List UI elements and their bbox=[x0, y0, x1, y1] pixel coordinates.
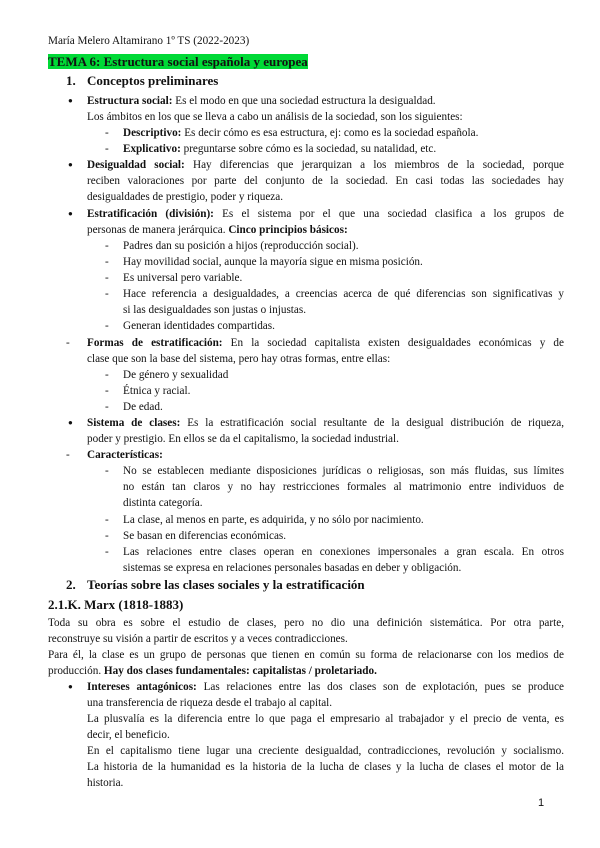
dash-icon: - bbox=[105, 530, 109, 542]
bullet-icon: ● bbox=[68, 418, 73, 427]
principio-item: Hace referencia a desigualdades, a creencias acerca de qué diferencias son significativas y bbox=[123, 288, 564, 300]
principio-item: Generan identidades compartidas. bbox=[123, 320, 275, 332]
marx-p1-l2: reconstruye su visión a partir de escritos y a veces contradicciones. bbox=[48, 633, 348, 645]
dash-icon: - bbox=[105, 401, 109, 413]
clases-l1: Sistema de clases: Es la estratificación social resultante de la desigual distribución de riqueza, bbox=[87, 417, 564, 429]
principio-item: Es universal pero variable. bbox=[123, 272, 243, 284]
estructura-line: Estructura social: Es el modo en que una sociedad estructura la desigualdad. bbox=[87, 95, 436, 107]
forma-item: De género y sexualidad bbox=[123, 369, 229, 381]
tema-title: TEMA 6: Estructura social española y europea bbox=[48, 54, 308, 69]
section1-number: 1. bbox=[66, 73, 76, 88]
caract-item: No se establecen mediante disposiciones jurídicas o religiosas, son más fluidas, sus límites bbox=[123, 465, 564, 477]
dash-icon: - bbox=[105, 369, 109, 381]
intereses-l5: En el capitalismo tiene lugar una creciente desigualdad, contradicciones, revolución y socialismo. bbox=[87, 745, 564, 757]
bullet-icon: ● bbox=[68, 682, 73, 691]
page-number: 1 bbox=[538, 797, 545, 809]
dash-icon: - bbox=[105, 465, 109, 477]
forma-item: Étnica y racial. bbox=[123, 385, 191, 397]
bullet-icon: ● bbox=[68, 209, 73, 218]
dash-icon: - bbox=[105, 240, 109, 252]
principio-item-cont: si las desigualdades son justas o injustas. bbox=[123, 304, 307, 316]
explicativo-line: Explicativo: preguntarse sobre cómo es la sociedad, su natalidad, etc. bbox=[123, 143, 437, 155]
bullet-icon: ● bbox=[68, 160, 73, 169]
caract-item: Las relaciones entre clases operan en conexiones impersonales a gran escala. En otros bbox=[123, 546, 564, 558]
intereses-l3: La plusvalía es la diferencia entre lo que paga el empresario al trabajador y el precio de venta, es bbox=[87, 713, 564, 725]
dash-icon: - bbox=[105, 127, 109, 139]
estratificacion-l2: personas de manera jerárquica. Cinco principios básicos: bbox=[87, 224, 348, 236]
formas-l2: clase que son la base del sistema, pero hay otras formas, entre ellas: bbox=[87, 353, 391, 365]
intereses-l6: La historia de la humanidad es la historia de la lucha de clases y la lucha de clases el motor de la bbox=[87, 761, 564, 773]
dash-icon: - bbox=[105, 256, 109, 268]
principio-item: Padres dan su posición a hijos (reproducción social). bbox=[123, 240, 359, 252]
clases-l2: poder y prestigio. En ellos se da el capitalismo, la sociedad industrial. bbox=[87, 433, 399, 445]
section2-title: Teorías sobre las clases sociales y la estratificación bbox=[87, 577, 365, 592]
principio-item: Hay movilidad social, aunque la mayoría sigue en misma posición. bbox=[123, 256, 423, 268]
dash-icon: - bbox=[66, 337, 70, 349]
intereses-l2: una transferencia de riqueza desde el trabajo al capital. bbox=[87, 697, 333, 709]
section2-number: 2. bbox=[66, 577, 76, 592]
caract-item: La clase, al menos en parte, es adquirida, y no sólo por nacimiento. bbox=[123, 514, 424, 526]
dash-icon: - bbox=[105, 546, 109, 558]
estratificacion-l1: Estratificación (división): Es el sistema por el que una sociedad clasifica a los grupos de bbox=[87, 208, 564, 220]
marx-p1-l1: Toda su obra es sobre el estudio de clases, pero no dio una definición sistemática. Por otra parte, bbox=[48, 617, 564, 629]
subsection-title: 2.1.K. Marx (1818-1883) bbox=[48, 597, 184, 612]
header-author: María Melero Altamirano 1º TS (2022-2023) bbox=[48, 35, 250, 47]
marx-p2-l2: producción. Hay dos clases fundamentales: capitalistas / proletariado. bbox=[48, 665, 377, 677]
formas-l1: Formas de estratificación: En la sociedad capitalista existen desigualdades económicas y de bbox=[87, 337, 564, 349]
estructura-cont: Los ámbitos en los que se lleva a cabo un análisis de la sociedad, son los siguientes: bbox=[87, 111, 463, 123]
intereses-l4: decir, el beneficio. bbox=[87, 729, 170, 741]
caract-item: Se basan en diferencias económicas. bbox=[123, 530, 287, 542]
desigualdad-l2: reciben valoraciones por parte del conjunto de la sociedad. En casi todas las sociedades hay bbox=[87, 175, 564, 187]
dash-icon: - bbox=[105, 385, 109, 397]
marx-p2-l1: Para él, la clase es un grupo de personas que tienen en común su forma de relacionarse con los medios de bbox=[48, 649, 564, 661]
caract-item-cont: sistemas se expresa en relaciones personales basadas en deber y obligación. bbox=[123, 562, 462, 574]
desigualdad-l1: Desigualdad social: Hay diferencias que jerarquizan a los miembros de la sociedad, porque bbox=[87, 159, 565, 171]
caracteristicas-label: Características: bbox=[87, 449, 163, 461]
caract-item-cont: distinta categoría. bbox=[123, 497, 203, 509]
bullet-icon: ● bbox=[68, 96, 73, 105]
caract-item-cont: no están tan claros y no hay restricciones formales al matrimonio entre individuos de bbox=[123, 481, 564, 493]
dash-icon: - bbox=[105, 320, 109, 332]
dash-icon: - bbox=[105, 514, 109, 526]
dash-icon: - bbox=[105, 288, 109, 300]
section1-title: Conceptos preliminares bbox=[87, 73, 219, 88]
dash-icon: - bbox=[66, 449, 70, 461]
intereses-l1: Intereses antagónicos: Las relaciones entre las dos clases son de explotación, pues se produce bbox=[87, 681, 565, 693]
forma-item: De edad. bbox=[123, 401, 163, 413]
intereses-l7: historia. bbox=[87, 777, 124, 789]
dash-icon: - bbox=[105, 143, 109, 155]
desigualdad-l3: desigualdades de prestigio, poder y riqueza. bbox=[87, 191, 284, 203]
dash-icon: - bbox=[105, 272, 109, 284]
descriptivo-line: Descriptivo: Es decir cómo es esa estructura, ej: como es la sociedad española. bbox=[123, 127, 479, 139]
